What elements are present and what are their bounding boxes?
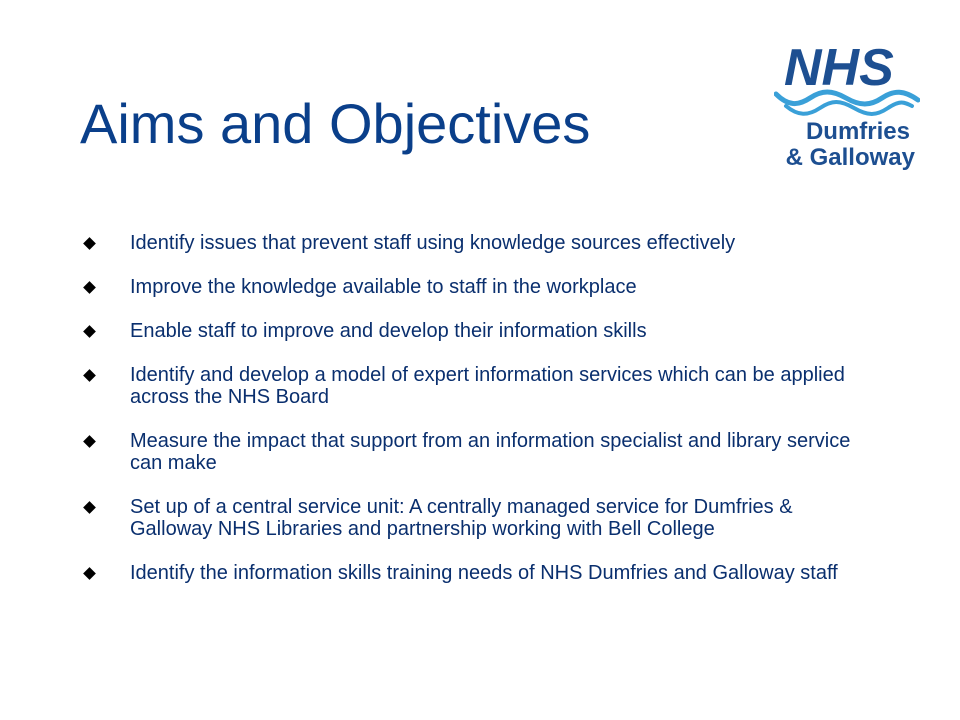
- nhs-wave-icon: [774, 88, 920, 116]
- objectives-list: [80, 232, 880, 606]
- list-item: [80, 364, 880, 408]
- list-item-text: Improve the knowledge available to staff in the workplace: [130, 276, 637, 298]
- list-item-text: Enable staff to improve and develop their information skills: [130, 320, 647, 342]
- diamond-bullet-icon: [83, 567, 96, 580]
- list-item-text: Set up of a central service unit: A centrally managed service for Dumfries & Galloway NHS Libraries and partnership working with Bell College: [130, 496, 793, 540]
- diamond-bullet-icon: [83, 435, 96, 448]
- list-item: [80, 232, 880, 254]
- diamond-bullet-icon: [83, 501, 96, 514]
- list-item: [80, 496, 880, 540]
- list-item: [80, 430, 880, 474]
- nhs-logo-acronym: NHS: [784, 39, 894, 97]
- list-item-text: Identify issues that prevent staff using knowledge sources effectively: [130, 232, 736, 254]
- slide-title: Aims and Objectives: [80, 92, 591, 155]
- diamond-bullet-icon: [83, 325, 96, 338]
- nhs-logo: [770, 40, 920, 180]
- list-item-text: Measure the impact that support from an information specialist and library service can make: [130, 430, 851, 474]
- diamond-bullet-icon: [83, 281, 96, 294]
- list-item: [80, 562, 880, 584]
- list-item-text: Identify the information skills training needs of NHS Dumfries and Galloway staff: [130, 562, 838, 584]
- diamond-bullet-icon: [83, 237, 96, 250]
- list-item: [80, 276, 880, 298]
- nhs-logo-line-galloway: & Galloway: [785, 144, 915, 171]
- nhs-logo-line-dumfries: Dumfries: [805, 118, 910, 145]
- diamond-bullet-icon: [83, 369, 96, 382]
- list-item-text: Identify and develop a model of expert information services which can be applied across the NHS Board: [130, 364, 845, 408]
- list-item: [80, 320, 880, 342]
